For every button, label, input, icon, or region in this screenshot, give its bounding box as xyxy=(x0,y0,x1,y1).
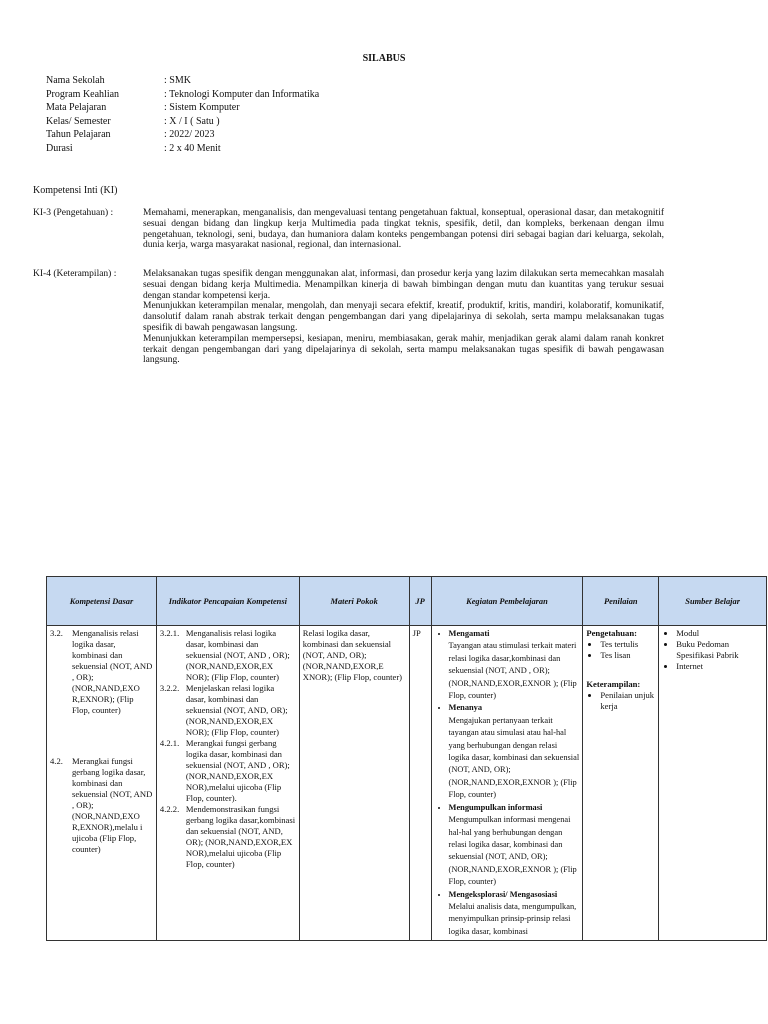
info-row xyxy=(46,115,319,129)
penilaian-keterampilan-list xyxy=(586,690,655,712)
ki4-paragraph-2: Menunjukkan keterampilan menalar, mengolah, dan menyaji secara efektif, kreatif, produktif, kritis, mandiri, kolaboratif, komunikatif, dansolutif dalam ranah abstrak terkait dengan pengembangan dari yang dipelajarinya di sekolah, serta mampu melaksanakan tugas spesifik di bawah pengawasan langsung. xyxy=(143,301,664,333)
info-label: Tahun Pelajaran xyxy=(46,129,111,140)
sumber-item: • Modul xyxy=(676,628,763,639)
info-value: : X / I ( Satu ) xyxy=(164,115,220,127)
penilaian-pengetahuan-list xyxy=(586,639,655,661)
penilaian-keterampilan-label: Keterampilan: xyxy=(586,679,641,689)
page-title: SILABUS xyxy=(362,53,406,64)
col-header-indikator: Indikator Pencapaian Kompetensi xyxy=(156,577,299,626)
info-label: Kelas/ Semester xyxy=(46,115,111,127)
kegiatan-text: Mengajukan pertanyaan terkait tayangan atau simulasi atau hal-hal yang berhubungan dengan relasi logika dasar, kombinasi dan sekuensial (NOT, AND, OR); (NOR,NAND,EXOR,EXNOR ); (Flip Flop, counter) xyxy=(448,715,580,800)
kegiatan-item xyxy=(449,702,580,801)
kegiatan-heading: • Mengamati xyxy=(448,629,490,638)
info-value: : Teknologi Komputer dan Informatika xyxy=(164,88,320,100)
syllabus-table xyxy=(46,576,767,941)
ki4-paragraph-1: Melaksanakan tugas spesifik dengan menggunakan alat, informasi, dan prosedur kerja yang lazim dilakukan serta memecahkan masalah sesuai dengan bidang kerja Multimedia. Menampilkan kinerja di bawah bimbingan dengan mutu dan kuantitas yang terukur sesuai dengan standar kompetensi kerja. xyxy=(143,269,664,301)
sumber-item: • Internet xyxy=(676,661,763,672)
col-header-penilaian: Penilaian xyxy=(583,577,659,626)
info-row xyxy=(46,88,319,102)
kd-item xyxy=(50,756,153,855)
kegiatan-item xyxy=(449,628,580,702)
penilaian-item: • Tes tertulis xyxy=(600,639,655,650)
ki4-paragraph-3: Menunjukkan keterampilan mempersepsi, kesiapan, meniru, membiasakan, gerak mahir, menjadikan gerak alami dalam ranah konkret terkait dengan pengembangan dari yang dipelajarinya di sekolah, serta mampu melaksanakan tugas spesifik di bawah pengawasan langsung. xyxy=(143,333,664,366)
cell-kegiatan xyxy=(431,626,583,941)
info-value: : SMK xyxy=(164,75,191,86)
kegiatan-list xyxy=(435,628,580,938)
indicator-number: 3.2.2. xyxy=(159,683,180,693)
ki4-block xyxy=(33,269,664,366)
indicator-text: Menganalisis relasi logika dasar, kombinasi dan sekuensial (NOT, AND , OR); (NOR,NAND,EXOR,EX NOR); (Flip Flop, counter) xyxy=(185,628,290,682)
sumber-item: • Buku Pedoman Spesifikasi Pabrik xyxy=(676,639,763,661)
info-label: Mata Pelajaran xyxy=(46,102,107,113)
kd-text: Merangkai fungsi gerbang logika dasar, kombinasi dan sekuensial (NOT, AND , OR); (NOR,NAND,EXO R,EXNOR),melalu i ujicoba (Flip Flop, counter) xyxy=(72,756,153,854)
indicator-item xyxy=(160,628,296,683)
penilaian-pengetahuan-label: Pengetahuan: xyxy=(586,628,637,638)
info-row xyxy=(46,128,319,142)
indicator-item xyxy=(160,738,296,804)
info-row xyxy=(46,74,319,88)
kd-number: 4.2. xyxy=(50,756,63,766)
info-label: Program Keahlian xyxy=(46,88,120,100)
cell-sumber xyxy=(659,626,767,941)
indicator-number: 4.2.2. xyxy=(159,804,180,814)
info-value: : Sistem Komputer xyxy=(164,102,240,113)
kegiatan-text: Mengumpulkan informasi mengenai hal-hal yang berhubungan dengan relasi logika dasar, kombinasi dan sekuensial (NOT, AND, OR); (NOR,NAND,EXOR,EXNOR ); (Flip Flop, counter) xyxy=(448,815,577,887)
indicator-number: 4.2.1. xyxy=(159,738,180,748)
kegiatan-text: Melalui analisis data, mengumpulkan, menyimpulkan prinsip-prinsip relasi logika dasar, kombinasi xyxy=(448,901,577,936)
info-value: : 2 x 40 Menit xyxy=(164,142,221,154)
kd-number: 3.2. xyxy=(50,628,63,638)
ki3-block xyxy=(33,208,664,251)
kegiatan-text: Tayangan atau stimulasi terkait materi relasi logika dasar,kombinasi dan sekuensial (NOT, AND , OR); (NOR,NAND,EXOR,EXNOR ); (Flip Flop, counter) xyxy=(448,641,577,701)
cell-jp: JP xyxy=(409,626,431,941)
indicator-item xyxy=(160,804,296,870)
table-row xyxy=(47,626,767,941)
col-header-jp: JP xyxy=(409,577,431,626)
col-header-kegiatan: Kegiatan Pembelajaran xyxy=(431,577,583,626)
col-header-sumber: Sumber Belajar xyxy=(659,577,767,626)
ki-heading: Kompetensi Inti (KI) xyxy=(33,185,118,196)
cell-penilaian xyxy=(583,626,659,941)
penilaian-item: • Tes lisan xyxy=(600,650,655,661)
penilaian-item: • Penilaian unjuk kerja xyxy=(600,690,655,712)
kegiatan-item xyxy=(449,889,580,939)
col-header-kompetensi-dasar: Kompetensi Dasar xyxy=(47,577,157,626)
indicator-number: 3.2.1. xyxy=(159,628,180,638)
indicator-text: Merangkai fungsi gerbang logika dasar, kombinasi dan sekuensial (NOT, AND , OR); (NOR,NAND,EXOR,EX NOR),melalui ujicoba (Flip Flop, counter). xyxy=(185,738,290,803)
kd-text: Menganalisis relasi logika dasar, kombinasi dan sekuensial (NOT, AND , OR); (NOR,NAND,EXO R,EXNOR); (Flip Flop, counter) xyxy=(72,628,153,715)
kegiatan-item xyxy=(449,802,580,889)
sumber-list xyxy=(662,628,763,672)
cell-indikator xyxy=(156,626,299,941)
ki3-text xyxy=(143,208,664,251)
kegiatan-heading: • Menanya xyxy=(448,703,483,713)
kegiatan-heading: • Mengumpulkan informasi xyxy=(448,802,543,812)
ki3-paragraph: Memahami, menerapkan, menganalisis, dan mengevaluasi tentang pengetahuan faktual, konseptual, operasional dasar, dan metakognitif sesuai dengan bidang dan lingkup kerja Multimedia pada tingkat teknis, spesifik, detil, dan kompleks, berkenaan dengan ilmu pengetahuan, teknologi, seni, budaya, dan humaniora dalam konteks pengembangan potensi diri sebagai bagian dari keluarga, sekolah, dunia kerja, warga masyarakat nasional, regional, dan internasional. xyxy=(143,208,664,251)
table-header-row xyxy=(47,577,767,626)
cell-materi: Relasi logika dasar, kombinasi dan sekuensial (NOT, AND, OR); (NOR,NAND,EXOR,E XNOR); (Flip Flop, counter) xyxy=(299,626,409,941)
info-label: Durasi xyxy=(46,142,73,154)
info-value: : 2022/ 2023 xyxy=(164,129,215,140)
ki4-label: KI-4 (Keterampilan) : xyxy=(33,269,117,279)
indicator-text: Menjelaskan relasi logika dasar, kombinasi dan sekuensial (NOT, AND, OR); (NOR,NAND,EXOR,EX NOR); (Flip Flop, counter) xyxy=(185,683,288,737)
identity-block xyxy=(46,74,319,155)
col-header-materi: Materi Pokok xyxy=(299,577,409,626)
kegiatan-heading: • Mengeksplorasi/ Mengasosiasi xyxy=(448,889,558,899)
ki4-text xyxy=(143,269,664,366)
indicator-item xyxy=(160,683,296,738)
info-row xyxy=(46,101,319,115)
ki3-label: KI-3 (Pengetahuan) : xyxy=(33,208,114,218)
kd-item xyxy=(50,628,153,716)
indicator-text: Mendemonstrasikan fungsi gerbang logika dasar,kombinasi dan sekuensial (NOT, AND, OR); (NOR,NAND,EXOR,EX NOR),melalui ujicoba (Flip Flop, counter) xyxy=(185,804,296,869)
info-row xyxy=(46,142,319,156)
cell-kompetensi-dasar xyxy=(47,626,157,941)
info-label: Nama Sekolah xyxy=(46,75,105,86)
